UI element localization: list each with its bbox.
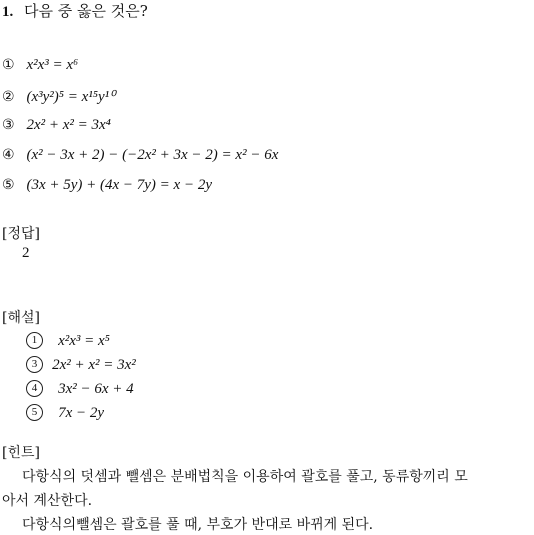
question-number: 1. bbox=[2, 4, 14, 20]
circled-number: 3 bbox=[26, 356, 43, 373]
hint-line: 다항식의뺄셈은 괄호를 풀 때, 부호가 반대로 바뀌게 된다. bbox=[22, 517, 374, 533]
option-expression: (x³y²)⁵ = x¹⁵y¹⁰ bbox=[26, 89, 116, 105]
explanation-expression: 2x² + x² = 3x² bbox=[52, 357, 136, 373]
explanation-item-5 bbox=[26, 402, 104, 422]
answer-label: [정답] bbox=[2, 226, 40, 242]
option-marker: ① bbox=[2, 57, 15, 73]
explanation-expression: x²x³ = x⁵ bbox=[58, 333, 110, 349]
option-marker: ⑤ bbox=[2, 177, 15, 193]
question bbox=[2, 0, 148, 21]
circled-number: 4 bbox=[26, 380, 43, 397]
explanation-expression: 3x² − 6x + 4 bbox=[58, 381, 134, 397]
explanation-item-4 bbox=[26, 378, 134, 398]
option-expression: (x² − 3x + 2) − (−2x² + 3x − 2) = x² − 6x bbox=[26, 147, 279, 163]
explanation-item-1 bbox=[26, 330, 110, 350]
option-expression: x²x³ = x⁶ bbox=[26, 57, 79, 73]
hint-label: [힌트] bbox=[2, 445, 40, 461]
answer-value: 2 bbox=[22, 245, 30, 261]
option-marker: ③ bbox=[2, 117, 15, 133]
option-2 bbox=[2, 87, 115, 106]
option-expression: 2x² + x² = 3x⁴ bbox=[26, 117, 111, 133]
option-marker: ④ bbox=[2, 147, 15, 163]
option-1 bbox=[2, 57, 78, 74]
explanation-expression: 7x − 2y bbox=[58, 405, 105, 421]
option-expression: (3x + 5y) + (4x − 7y) = x − 2y bbox=[26, 177, 212, 193]
option-3 bbox=[2, 117, 111, 134]
circled-number: 1 bbox=[26, 332, 43, 349]
question-text: 다음 중 옳은 것은? bbox=[24, 2, 148, 20]
hint-line: 다항식의 덧셈과 뺄셈은 분배법칙을 이용하여 괄호를 풀고, 동류항끼리 모 bbox=[22, 469, 468, 485]
circled-number: 5 bbox=[26, 404, 43, 421]
option-marker: ② bbox=[2, 89, 15, 105]
option-4 bbox=[2, 147, 278, 164]
explanation-label: [해설] bbox=[2, 310, 40, 326]
hint-line: 아서 계산한다. bbox=[2, 493, 93, 509]
explanation-item-3 bbox=[26, 354, 136, 374]
option-5 bbox=[2, 177, 212, 194]
